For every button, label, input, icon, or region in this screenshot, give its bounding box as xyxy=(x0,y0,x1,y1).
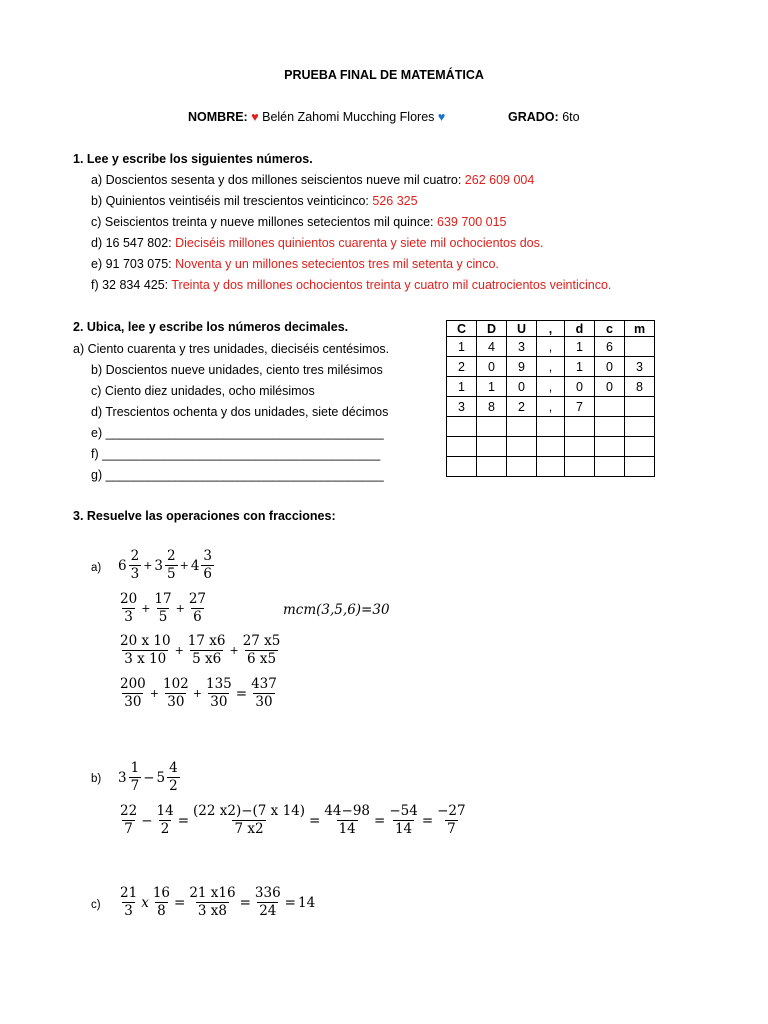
table-cell[interactable] xyxy=(447,437,477,457)
heart-left-icon: ♥ xyxy=(251,110,259,124)
table-cell: 1 xyxy=(565,337,595,357)
equals: = xyxy=(235,685,248,702)
table-cell: 7 xyxy=(565,397,595,417)
equals: = xyxy=(374,812,386,829)
table-row xyxy=(447,457,655,477)
equals: = xyxy=(174,894,186,911)
item-prompt: a) Doscientos sesenta y dos millones seiscientos nueve mil cuatro: xyxy=(91,173,465,187)
fraction: $\frac{2}{5}$ xyxy=(167,548,176,582)
fraction: $\frac{-27}{7}$ xyxy=(437,803,466,837)
table-cell[interactable] xyxy=(447,417,477,437)
operator: + xyxy=(179,559,189,572)
fraction: $\frac{336}{24}$ xyxy=(254,885,281,919)
table-cell[interactable] xyxy=(625,457,655,477)
section2-item: c) Ciento diez unidades, ocho milésimos xyxy=(91,384,315,398)
page-title: PRUEBA FINAL DE MATEMÁTICA xyxy=(284,68,484,82)
nombre-label: NOMBRE: xyxy=(188,110,248,124)
table-cell: 4 xyxy=(477,337,507,357)
item-prompt: b) Quinientos veintiséis mil trescientos veinticinco: xyxy=(91,194,373,208)
item-answer: Noventa y un millones setecientos tres mil setenta y cinco. xyxy=(175,257,499,271)
fraction: $\frac{44-98}{14}$ xyxy=(324,803,370,837)
table-cell[interactable] xyxy=(477,457,507,477)
whole-number: 3 xyxy=(154,557,163,574)
table-cell[interactable] xyxy=(537,457,565,477)
table-row xyxy=(447,397,655,417)
table-cell[interactable] xyxy=(625,417,655,437)
equals: = xyxy=(239,894,251,911)
header-cell: U xyxy=(507,321,537,337)
header-cell: c xyxy=(595,321,625,337)
table-cell xyxy=(625,397,655,417)
table-row xyxy=(447,337,655,357)
item-prompt: e) 91 703 075: xyxy=(91,257,176,271)
fraction: $\frac{20}{3}$ xyxy=(120,591,138,625)
fraction: $\frac{17}{5}$ xyxy=(154,591,172,625)
table-cell: 1 xyxy=(565,357,595,377)
fraction: $\frac{4}{2}$ xyxy=(169,760,178,794)
operator: + xyxy=(175,602,185,615)
exercise-c-line1 xyxy=(117,886,316,919)
fraction: $\frac{27}{6}$ xyxy=(188,591,206,625)
exercise-a-label: a) xyxy=(91,562,102,574)
fraction: $\frac{21 x16}{3 x8}$ xyxy=(189,885,236,919)
table-cell[interactable] xyxy=(595,457,625,477)
result: 14 xyxy=(297,894,316,911)
section2-item: b) Doscientos nueve unidades, ciento tres milésimos xyxy=(91,363,383,377)
section1-item xyxy=(91,173,534,188)
header-cell: d xyxy=(565,321,595,337)
table-cell: 3 xyxy=(507,337,537,357)
item-prompt: c) Seiscientos treinta y nueve millones setecientos mil quince: xyxy=(91,215,437,229)
section2-blank-line[interactable]: e) ________________________________________ xyxy=(91,426,384,440)
exercise-b-line1 xyxy=(117,761,181,794)
exercise-a-line2 xyxy=(117,592,209,625)
table-row xyxy=(447,417,655,437)
operator: − xyxy=(143,769,155,786)
table-cell: 0 xyxy=(507,377,537,397)
operator: + xyxy=(149,687,159,700)
table-cell[interactable] xyxy=(565,417,595,437)
table-cell: 8 xyxy=(625,377,655,397)
fraction: $\frac{14}{2}$ xyxy=(156,803,174,837)
exercise-c-label: c) xyxy=(91,899,101,911)
fraction: $\frac{437}{30}$ xyxy=(251,676,277,710)
table-cell[interactable] xyxy=(595,437,625,457)
table-cell: 1 xyxy=(447,377,477,397)
table-cell: , xyxy=(537,337,565,357)
table-cell[interactable] xyxy=(507,457,537,477)
fraction: $\frac{22}{7}$ xyxy=(120,803,138,837)
equals: = xyxy=(284,894,296,911)
header-cell: , xyxy=(537,321,565,337)
operator: − xyxy=(141,812,153,829)
table-cell: 0 xyxy=(595,377,625,397)
table-cell: 3 xyxy=(447,397,477,417)
lcm-note: mcm(3,5,6)=30 xyxy=(283,602,390,618)
item-answer: 639 700 015 xyxy=(437,215,507,229)
table-cell: , xyxy=(537,397,565,417)
table-header-row xyxy=(447,321,655,337)
equals: = xyxy=(177,812,189,829)
table-cell: , xyxy=(537,357,565,377)
fraction: $\frac{102}{30}$ xyxy=(163,676,189,710)
table-row xyxy=(447,377,655,397)
section1-item xyxy=(91,194,418,209)
whole-number: 4 xyxy=(190,557,200,574)
table-cell xyxy=(595,397,625,417)
table-cell[interactable] xyxy=(507,417,537,437)
equals: = xyxy=(309,812,321,829)
table-cell[interactable] xyxy=(595,417,625,437)
fraction: $\frac{200}{30}$ xyxy=(120,676,146,710)
exercise-a-line4 xyxy=(117,677,280,710)
table-cell: 1 xyxy=(447,337,477,357)
table-cell: 0 xyxy=(565,377,595,397)
fraction: $\frac{27 x5}{6 x5}$ xyxy=(242,633,281,667)
whole-number: 5 xyxy=(156,769,166,786)
heart-right-icon: ♥ xyxy=(437,110,446,124)
operator: x xyxy=(141,894,149,911)
section2-heading: 2. Ubica, lee y escribe los números decimales. xyxy=(73,320,349,334)
section2-blank-line[interactable]: f) ________________________________________ xyxy=(91,447,381,461)
table-cell[interactable] xyxy=(477,437,507,457)
section2-item: d) Trescientos ochenta y dos unidades, siete décimos xyxy=(91,405,389,419)
whole-number: 6 xyxy=(118,557,127,574)
table-cell: 3 xyxy=(625,357,655,377)
section2-item: a) Ciento cuarenta y tres unidades, dieciséis centésimos. xyxy=(73,342,390,356)
table-cell xyxy=(625,337,655,357)
grade-line xyxy=(508,110,580,124)
section2-blank-line[interactable]: g) ________________________________________ xyxy=(91,468,384,482)
operator: + xyxy=(229,644,239,657)
header-cell: D xyxy=(477,321,507,337)
table-cell: 2 xyxy=(507,397,537,417)
item-prompt: d) 16 547 802: xyxy=(91,236,176,250)
section3-heading: 3. Resuelve las operaciones con fracciones: xyxy=(73,509,336,523)
place-value-table xyxy=(446,320,655,477)
table-cell: , xyxy=(537,377,565,397)
exercise-a-line3 xyxy=(117,634,283,667)
table-cell[interactable] xyxy=(447,457,477,477)
table-cell[interactable] xyxy=(537,437,565,457)
section1-item xyxy=(91,236,543,251)
table-cell: 8 xyxy=(477,397,507,417)
table-cell: 2 xyxy=(447,357,477,377)
fraction: $\frac{17 x6}{5 x6}$ xyxy=(187,633,226,667)
section1-heading: 1. Lee y escribe los siguientes números. xyxy=(73,152,313,166)
table-cell[interactable] xyxy=(537,417,565,437)
item-answer: Dieciséis millones quinientos cuarenta y siete mil ochocientos dos. xyxy=(175,236,544,250)
exercise-b-line2 xyxy=(117,804,469,837)
table-cell[interactable] xyxy=(477,417,507,437)
section1-item xyxy=(91,278,611,293)
operator: + xyxy=(141,602,151,615)
fraction: $\frac{16}{8}$ xyxy=(152,885,170,919)
table-row xyxy=(447,437,655,457)
fraction: $\frac{20 x 10}{3 x 10}$ xyxy=(120,633,171,667)
table-cell: 1 xyxy=(477,377,507,397)
student-name: Belén Zahomi Mucching Flores xyxy=(262,110,435,124)
table-cell: 0 xyxy=(595,357,625,377)
header-cell: m xyxy=(625,321,655,337)
operator: + xyxy=(143,559,153,572)
item-answer: 526 325 xyxy=(372,194,418,208)
operator: + xyxy=(174,644,184,657)
grado-label: GRADO: xyxy=(508,110,559,124)
name-line xyxy=(188,110,445,124)
table-cell[interactable] xyxy=(565,437,595,457)
fraction: $\frac{2}{3}$ xyxy=(130,548,140,582)
exercise-b-label: b) xyxy=(91,773,102,785)
fraction: $\frac{1}{7}$ xyxy=(130,760,140,794)
fraction: $\frac{3}{6}$ xyxy=(203,548,212,582)
table-cell: 9 xyxy=(507,357,537,377)
fraction: $\frac{-54}{14}$ xyxy=(389,803,418,837)
item-answer: Treinta y dos millones ochocientos treinta y cuatro mil cuatrocientos veinticinco. xyxy=(171,278,612,292)
section1-item xyxy=(91,257,499,272)
section1-item xyxy=(91,215,507,230)
grado-value: 6to xyxy=(562,110,580,124)
operator: + xyxy=(192,687,202,700)
exercise-a-line1 xyxy=(117,549,215,582)
item-answer: 262 609 004 xyxy=(464,173,535,187)
fraction: $\frac{(22 x2)-(7 x 14)}{7 x2}$ xyxy=(193,803,306,837)
whole-number: 3 xyxy=(118,769,127,786)
table-cell[interactable] xyxy=(565,457,595,477)
table-cell: 6 xyxy=(595,337,625,357)
table-cell: 0 xyxy=(477,357,507,377)
fraction: $\frac{21}{3}$ xyxy=(120,885,138,919)
table-cell[interactable] xyxy=(507,437,537,457)
item-prompt: f) 32 834 425: xyxy=(91,278,172,292)
table-row xyxy=(447,357,655,377)
equals: = xyxy=(421,812,434,829)
fraction: $\frac{135}{30}$ xyxy=(206,676,232,710)
header-cell: C xyxy=(447,321,477,337)
table-cell[interactable] xyxy=(625,437,655,457)
